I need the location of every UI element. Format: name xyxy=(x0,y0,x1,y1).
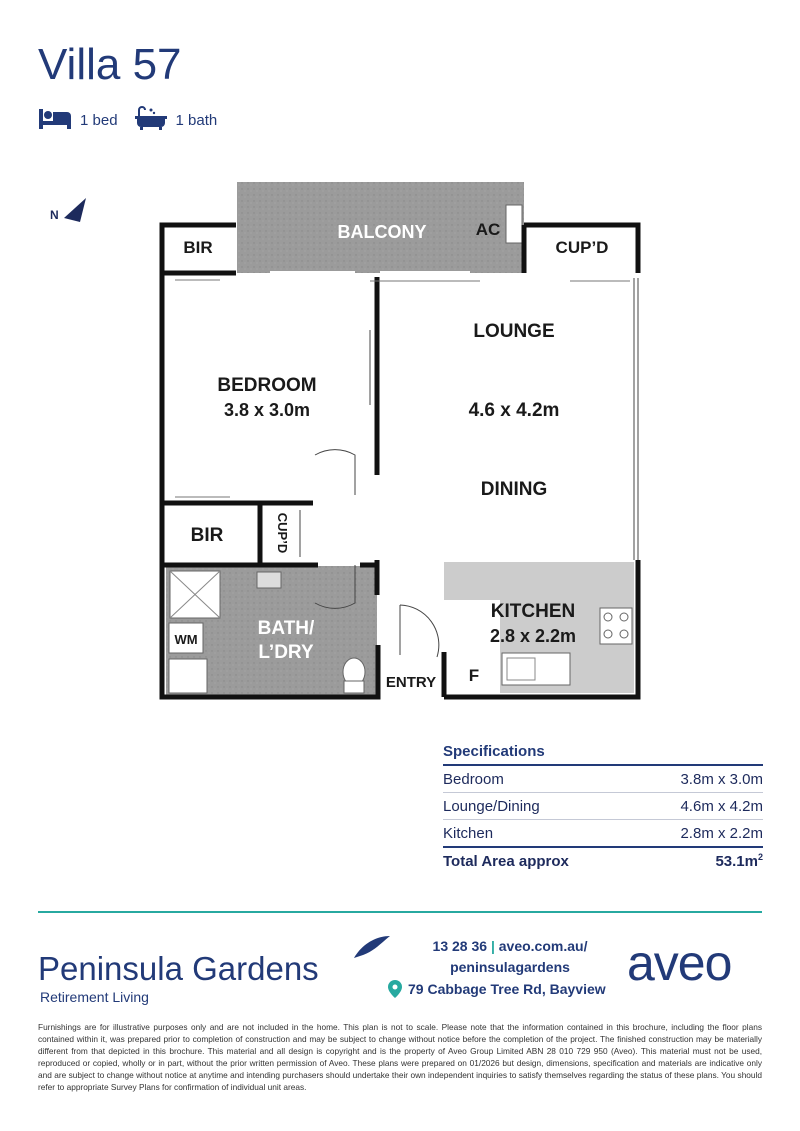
specifications-heading: Specifications xyxy=(443,743,545,760)
bath-label-1: BATH/ xyxy=(257,618,315,639)
wm-label: WM xyxy=(174,632,198,647)
total-area-value: $53.1m^2$ xyxy=(715,852,763,870)
location-pin-icon xyxy=(388,980,402,998)
footer-divider xyxy=(38,911,762,913)
address-text: 79 Cabbage Tree Rd, Bayview xyxy=(408,981,606,997)
floor-plan xyxy=(150,175,650,705)
bedroom-size: 3.8 x 3.0m xyxy=(223,400,311,420)
phone-number[interactable]: 13 28 36 xyxy=(432,938,488,954)
kitchen-bench xyxy=(444,562,634,600)
bed-icon xyxy=(38,107,72,133)
cupd-small-label: CUP’D xyxy=(275,512,290,554)
lounge-label: LOUNGE xyxy=(473,321,555,342)
brand-subtitle: Retirement Living xyxy=(40,989,149,1005)
villa-title: Villa 57 xyxy=(38,40,182,89)
disclaimer-text: Furnishings are for illustrative purposes only and are not included in the home. This plan is not to scale. Please note that the information contained in this brochure, including the floor plans contained within it, was prepared prior to completion of construction and may be subject to change without notice before the completion of the project. The finished construction may be materially different from that depicted in this brochure. This material and all design is copyright and is the property of Aveo Group Limited ABN 28 010 729 950 (Aveo). This material must not be used, reproduced or copied, wholly or in part, without the prior written permission of Aveo. These plans were prepared on 01/2026 but design, dimensions, specification and materials are indicative only and are subject to change without notice at anytime and intending purchasers should undertake their own independent inquiries to satisfy themselves regarding the status of these plans. You should refer to appropriate Survey Plans for confirmation of individual unit areas. xyxy=(38,1022,762,1092)
spec-row: Lounge/Dining 4.6m x 4.2m xyxy=(443,793,763,820)
fridge-label: F xyxy=(468,666,480,685)
website-path[interactable]: peninsulagardens xyxy=(450,959,570,975)
feather-icon xyxy=(352,934,392,960)
address xyxy=(388,980,606,998)
bed-count: 1 bed xyxy=(80,111,118,129)
bir-top-label: BIR xyxy=(183,238,213,257)
kitchen-size: 2.8 x 2.2m xyxy=(489,626,577,646)
total-area-label: Total Area approx xyxy=(443,852,569,870)
room-summary xyxy=(38,106,233,134)
cupd-top-label: CUP’D xyxy=(555,238,609,257)
bedroom-label: BEDROOM xyxy=(217,375,317,396)
kitchen-label: KITCHEN xyxy=(490,601,576,622)
vanity-basin xyxy=(257,572,281,588)
contact-info: 13 28 36 | aveo.com.au/ peninsulagardens xyxy=(395,936,625,978)
specifications-table xyxy=(443,743,763,874)
bath-count: 1 bath xyxy=(175,111,218,129)
bath-icon xyxy=(134,106,168,134)
dining-label: DINING xyxy=(480,479,548,500)
ac-label: AC xyxy=(475,220,501,239)
bir-bottom-label: BIR xyxy=(190,525,224,546)
north-arrow-icon xyxy=(50,198,90,228)
website-link[interactable]: aveo.com.au/ xyxy=(498,938,588,954)
balcony-label: BALCONY xyxy=(337,222,427,242)
laundry-tub xyxy=(169,659,207,693)
bath-label-2: L’DRY xyxy=(258,642,314,663)
north-label: N xyxy=(50,208,59,222)
spec-row: Kitchen 2.8m x 2.2m xyxy=(443,824,763,842)
cooktop xyxy=(600,608,632,644)
aveo-logo: aveo xyxy=(627,935,732,991)
entry-label: ENTRY xyxy=(385,674,437,691)
ac-unit xyxy=(506,205,522,243)
spec-row: Bedroom 3.8m x 3.0m xyxy=(443,766,763,793)
brand-name: Peninsula Gardens xyxy=(38,950,319,987)
compass xyxy=(50,198,90,228)
spec-total-row xyxy=(443,846,763,874)
lounge-size: 4.6 x 4.2m xyxy=(468,400,560,421)
